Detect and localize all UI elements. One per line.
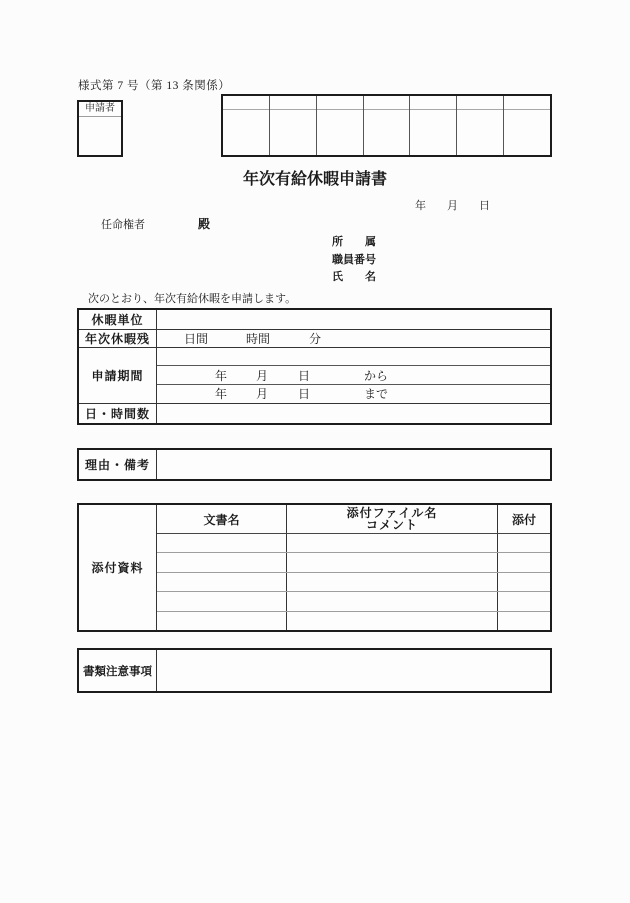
approval-stamp-cell-body[interactable] — [410, 110, 456, 155]
file-name-header — [287, 505, 498, 533]
date-year-label: 年 — [415, 200, 426, 212]
attachment-row — [157, 572, 550, 591]
attachment-doc-name-field[interactable] — [157, 534, 287, 552]
document-notes-label: 書類注意事項 — [79, 650, 157, 691]
form-number: 様式第 7 号（第 13 条関係） — [78, 80, 231, 92]
addressee-line — [101, 215, 210, 232]
attachment-attach-field[interactable] — [498, 573, 550, 591]
attachment-file-name-field[interactable] — [287, 612, 498, 630]
date-month-label: 月 — [447, 200, 458, 212]
approval-stamp-cell-header — [223, 96, 269, 110]
remaining-leave-row — [79, 329, 550, 347]
period-to-field[interactable] — [157, 384, 550, 402]
document-notes-field[interactable] — [157, 650, 550, 691]
remaining-days-unit: 日間 — [184, 332, 209, 346]
approval-stamp-cell-body[interactable] — [364, 110, 410, 155]
attachment-row — [157, 552, 550, 571]
attachment-doc-name-field[interactable] — [157, 573, 287, 591]
applicant-identity-labels — [332, 236, 376, 289]
application-date-line — [415, 197, 490, 213]
from-suffix-label: から — [364, 368, 389, 383]
days-hours-label: 日・時間数 — [79, 404, 157, 423]
document-notes-box — [77, 648, 552, 693]
attachment-attach-field[interactable] — [498, 592, 550, 610]
remaining-leave-label: 年次休暇残 — [79, 330, 157, 347]
to-year-label: 年 — [215, 387, 228, 401]
affiliation-label: 所 属 — [332, 236, 376, 248]
leave-unit-label: 休暇単位 — [79, 310, 157, 329]
approval-stamp-cell[interactable] — [457, 96, 504, 155]
attachment-file-name-field[interactable] — [287, 573, 498, 591]
doc-name-header: 文書名 — [157, 505, 287, 533]
attachment-file-name-field[interactable] — [287, 553, 498, 571]
approval-stamp-cell-header — [457, 96, 503, 110]
approval-stamp-cell[interactable] — [317, 96, 364, 155]
remaining-hours-unit: 時間 — [246, 332, 271, 346]
name-label: 氏 名 — [332, 271, 376, 283]
file-name-header-line2: コメント — [365, 518, 418, 532]
honorific-label: 殿 — [198, 217, 211, 231]
approval-stamp-cell[interactable] — [364, 96, 411, 155]
approval-stamp-cell-header — [504, 96, 550, 110]
leave-request-table — [77, 308, 552, 425]
declaration-sentence: 次のとおり、年次有給休暇を申請します。 — [88, 293, 297, 305]
remaining-minutes-unit: 分 — [309, 332, 322, 346]
applicant-stamp-box — [77, 100, 123, 157]
attachments-label: 添付資料 — [79, 505, 157, 630]
attachment-attach-field[interactable] — [498, 534, 550, 552]
approval-stamp-cell-body[interactable] — [457, 110, 503, 155]
attachment-doc-name-field[interactable] — [157, 592, 287, 610]
from-month-label: 月 — [256, 368, 269, 383]
appointing-authority-label: 任命権者 — [101, 219, 145, 231]
reason-remarks-box — [77, 448, 552, 481]
attachment-file-name-field[interactable] — [287, 592, 498, 610]
approval-stamp-cell-body[interactable] — [317, 110, 363, 155]
to-day-label: 日 — [298, 387, 311, 401]
approval-stamp-table — [221, 94, 552, 157]
attachment-row — [157, 611, 550, 630]
approval-stamp-cell-body[interactable] — [270, 110, 316, 155]
approval-stamp-cell-header — [364, 96, 410, 110]
attach-header: 添付 — [511, 512, 536, 527]
approval-stamp-cell-header — [270, 96, 316, 110]
attachments-table — [77, 503, 552, 632]
days-hours-field[interactable] — [157, 404, 550, 423]
approval-stamp-cell-header — [317, 96, 363, 110]
approval-stamp-cell-body[interactable] — [223, 110, 269, 155]
remaining-leave-field[interactable] — [157, 330, 550, 347]
from-year-label: 年 — [215, 368, 228, 383]
attachment-attach-field[interactable] — [498, 553, 550, 571]
leave-unit-field[interactable] — [157, 310, 550, 329]
applicant-label: 申請者 — [79, 102, 121, 117]
to-suffix-label: まで — [364, 387, 389, 401]
period-extra-field[interactable] — [157, 348, 550, 365]
period-from-field[interactable] — [157, 365, 550, 384]
attachment-file-name-field[interactable] — [287, 534, 498, 552]
approval-stamp-cell-body[interactable] — [504, 110, 550, 155]
document-title: 年次有給休暇申請書 — [242, 171, 387, 188]
approval-stamp-cell[interactable] — [504, 96, 550, 155]
approval-stamp-cell[interactable] — [223, 96, 270, 155]
attachment-attach-field[interactable] — [498, 612, 550, 630]
approval-stamp-cell[interactable] — [270, 96, 317, 155]
request-period-row — [79, 347, 550, 403]
approval-stamp-cell[interactable] — [410, 96, 457, 155]
attachment-doc-name-field[interactable] — [157, 553, 287, 571]
days-hours-row — [79, 403, 550, 423]
employee-number-label: 職員番号 — [332, 253, 376, 266]
reason-remarks-label: 理由・備考 — [79, 450, 157, 479]
approval-stamp-cell-header — [410, 96, 456, 110]
file-name-header-line1: 添付ファイル名 — [346, 505, 438, 520]
from-day-label: 日 — [298, 368, 311, 383]
request-period-fields — [157, 348, 550, 403]
attachment-doc-name-field[interactable] — [157, 612, 287, 630]
reason-remarks-field[interactable] — [157, 450, 550, 479]
attachments-header-row — [157, 505, 550, 534]
to-month-label: 月 — [256, 387, 269, 401]
leave-unit-row — [79, 310, 550, 329]
date-day-label: 日 — [479, 200, 490, 212]
request-period-label: 申請期間 — [79, 348, 157, 403]
applicant-stamp-area[interactable] — [79, 117, 121, 155]
attachment-row — [157, 591, 550, 610]
attachments-body — [157, 505, 550, 630]
attachment-row — [157, 534, 550, 552]
